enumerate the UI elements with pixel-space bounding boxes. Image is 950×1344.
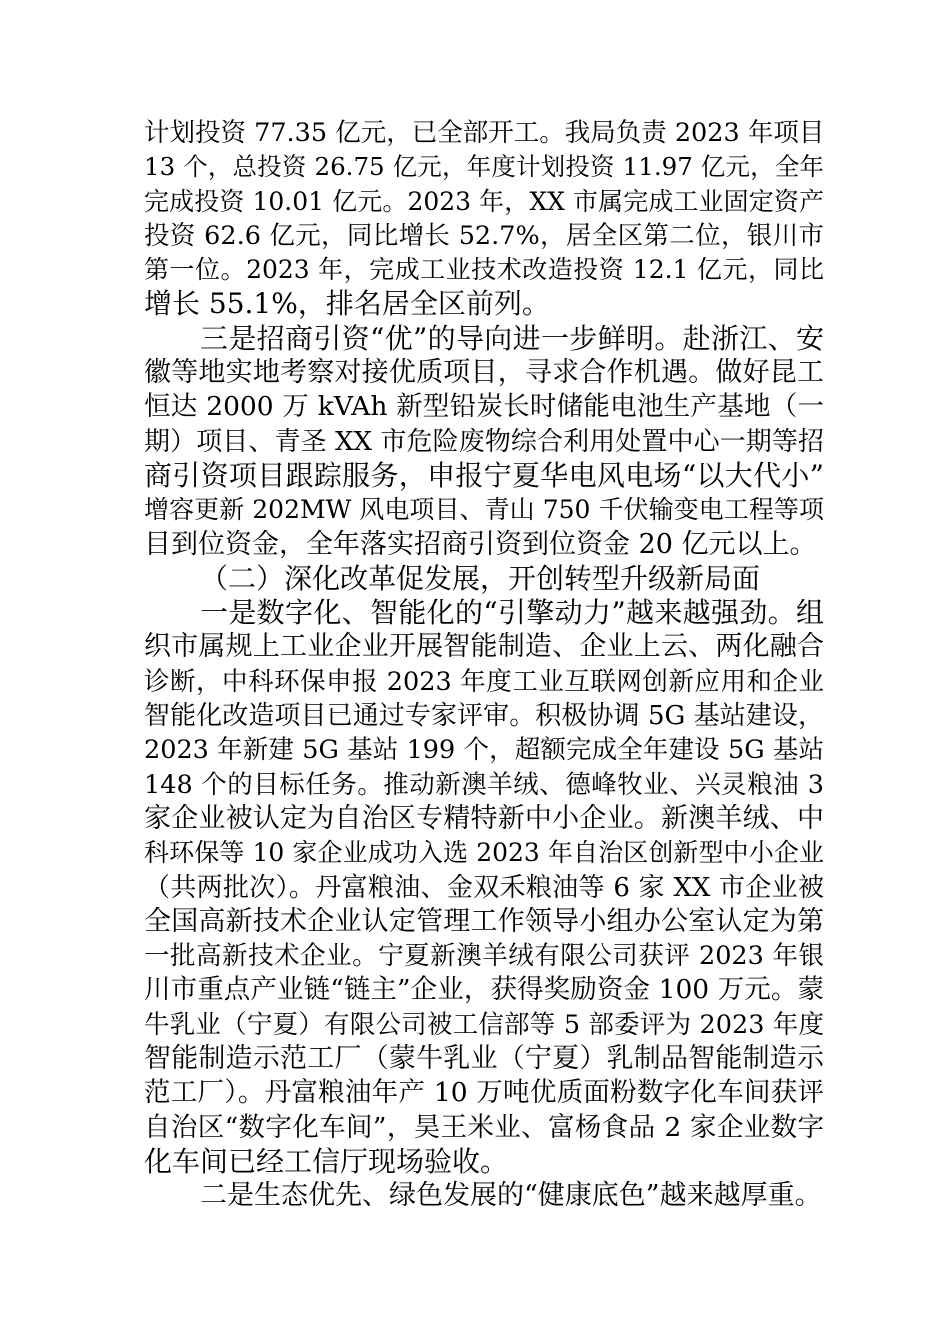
text-line: 智能化改造项目已通过专家评审。积极协调 5G 基站建设，: [144, 701, 824, 732]
text-line: 诊断，中科环保申报 2023 年度工业互联网创新应用和企业: [144, 666, 824, 697]
text-line: 第一位。2023 年，完成工业技术改造投资 12.1 亿元，同比: [144, 255, 824, 285]
document-body: [144, 116, 824, 1214]
text-line: 范工厂）。丹富粮油年产 10 万吨优质面粉数字化车间获评: [144, 1077, 824, 1109]
text-line: 牛乳业（宁夏）有限公司被工信部等 5 部委评为 2023 年度: [144, 1009, 824, 1040]
text-line: 增长 55.1%，排名居全区前列。: [144, 287, 550, 321]
text-line: 2023 年新建 5G 基站 199 个，超额完成全年建设 5G 基站: [144, 735, 824, 766]
text-line: 川市重点产业链“链主”企业，获得奖励资金 100 万元。蒙: [144, 974, 824, 1006]
text-line: 投资 62.6 亿元，同比增长 52.7%，居全区第二位，银川市: [144, 220, 824, 251]
text-line: 自治区“数字化车间”，昊王米业、富杨食品 2 家企业数字: [144, 1111, 824, 1143]
text-line: 目到位资金，全年落实招商引资到位资金 20 亿元以上。: [144, 528, 817, 560]
text-line: 期）项目、青圣 XX 市危险废物综合利用处置中心一期等招: [144, 426, 824, 457]
text-line: 商引资项目跟踪服务，申报宁夏华电风电场“以大代小”: [144, 458, 824, 492]
text-line: 全国高新技术企业认定管理工作领导小组办公室认定为第: [144, 905, 824, 937]
text-line: 化车间已经工信厅现场验收。: [144, 1144, 509, 1178]
text-line: 13 个，总投资 26.75 亿元，年度计划投资 11.97 亿元，全年: [144, 152, 824, 182]
section-heading: （二）深化改革促发展，开创转型升级新局面: [200, 561, 761, 595]
text-line: 一批高新技术企业。宁夏新澳羊绒有限公司获评 2023 年银: [144, 941, 824, 972]
text-line: 计划投资 77.35 亿元，已全部开工。我局负责 2023 年项目: [144, 118, 825, 148]
text-line: 徽等地实地考察对接优质项目，寻求合作机遇。做好昆工: [144, 357, 824, 389]
text-line: 增容更新 202MW 风电项目、青山 750 千伏输变电工程等项: [144, 495, 824, 525]
paragraph-start: 三是招商引资“优”的导向进一步鲜明。赴浙江、安: [200, 321, 824, 355]
text-line: 家企业被认定为自治区专精特新中小企业。新澳羊绒、中: [144, 802, 824, 834]
text-line: 智能制造示范工厂（蒙牛乳业（宁夏）乳制品智能制造示: [144, 1043, 824, 1075]
text-line: （共两批次）。丹富粮油、金双禾粮油等 6 家 XX 市企业被: [144, 872, 824, 903]
text-line: 恒达 2000 万 kVAh 新型铅炭长时储能电池生产基地（一: [144, 391, 824, 423]
text-line: 科环保等 10 家企业成功入选 2023 年自治区创新型中小企业: [144, 838, 824, 868]
text-line: 完成投资 10.01 亿元。2023 年，XX 市属完成工业固定资产: [144, 186, 824, 216]
text-line: 织市属规上工业企业开展智能制造、企业上云、两化融合: [144, 631, 824, 663]
paragraph-start: 二是生态优先、绿色发展的“健康底色”越来越厚重。: [200, 1180, 822, 1212]
text-line: 148 个的目标任务。推动新澳羊绒、德峰牧业、兴灵粮油 3: [144, 769, 824, 800]
paragraph-start: 一是数字化、智能化的“引擎动力”越来越强劲。组: [200, 596, 824, 630]
